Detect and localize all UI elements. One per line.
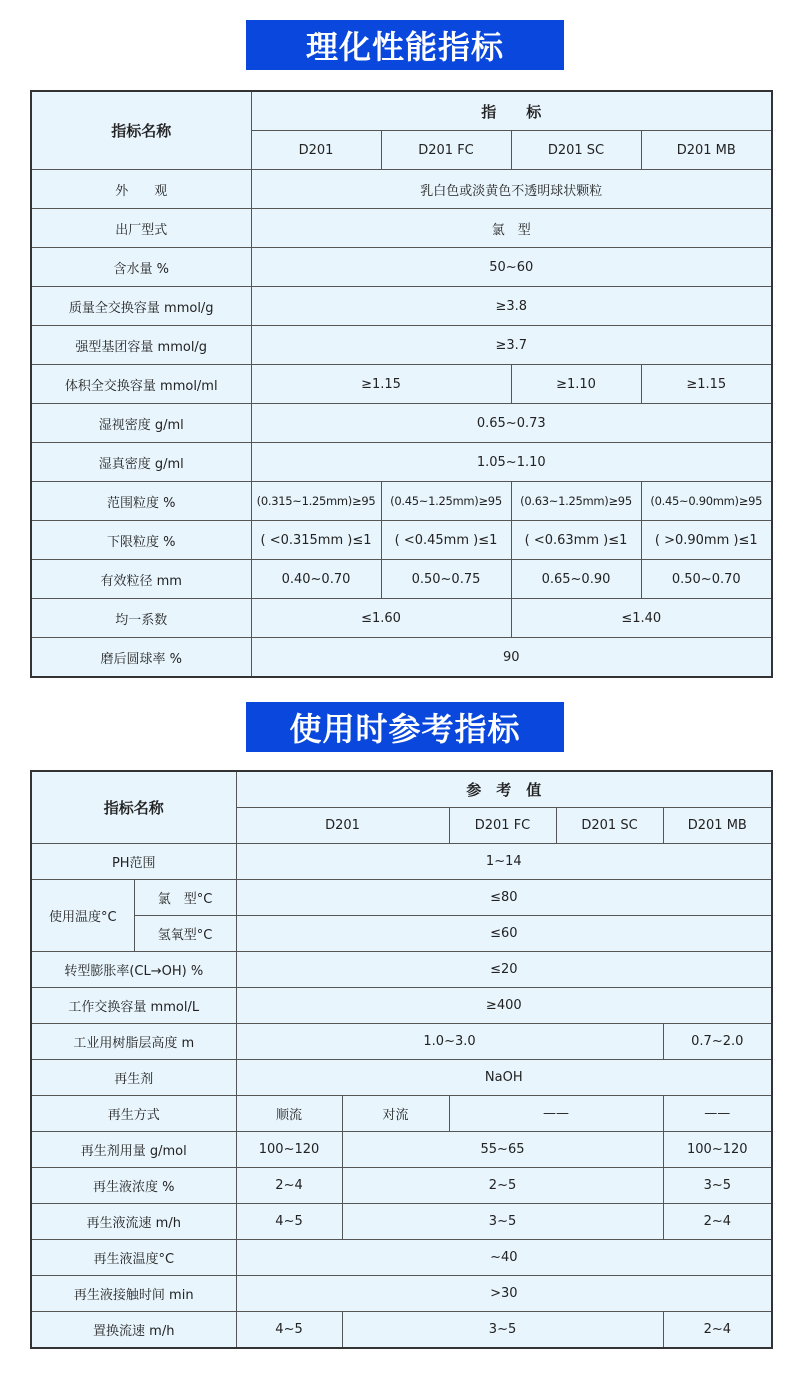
value-cell: 50~60 bbox=[251, 248, 772, 287]
row-label-cell: D201 bbox=[251, 131, 381, 170]
table-row bbox=[31, 170, 772, 209]
row-label-cell: 湿视密度 g/ml bbox=[31, 404, 251, 443]
section-title-physchem: 理化性能指标 bbox=[246, 20, 564, 70]
header-cell: 指标名称 bbox=[31, 91, 251, 170]
table-row bbox=[31, 1132, 772, 1168]
value-cell: 100~120 bbox=[236, 1132, 342, 1168]
table-row bbox=[31, 1276, 772, 1312]
value-cell: (0.315~1.25mm)≥95 bbox=[251, 482, 381, 521]
row-label-cell: 置换流速 m/h bbox=[31, 1312, 236, 1349]
value-cell: D201 MB bbox=[663, 808, 772, 844]
table-row bbox=[31, 916, 772, 952]
value-cell: ≤80 bbox=[236, 880, 772, 916]
row-label-cell: 湿真密度 g/ml bbox=[31, 443, 251, 482]
value-cell: 1~14 bbox=[236, 844, 772, 880]
value-cell: 2~4 bbox=[663, 1204, 772, 1240]
value-cell: 氯 型°C bbox=[134, 880, 236, 916]
value-cell: —— bbox=[449, 1096, 663, 1132]
value-cell: 氯 型 bbox=[251, 209, 772, 248]
table-row bbox=[31, 209, 772, 248]
table-row bbox=[31, 287, 772, 326]
value-cell: ≤1.60 bbox=[251, 599, 511, 638]
header-cell: 参 考 值 bbox=[236, 771, 772, 808]
row-label-cell: 氢氧型°C bbox=[134, 916, 236, 952]
table-row bbox=[31, 880, 772, 916]
row-label-cell: 外 观 bbox=[31, 170, 251, 209]
value-cell: >30 bbox=[236, 1276, 772, 1312]
value-cell: ≤20 bbox=[236, 952, 772, 988]
table-row bbox=[31, 638, 772, 678]
section-title-usage: 使用时参考指标 bbox=[246, 702, 564, 752]
value-cell: 4~5 bbox=[236, 1204, 342, 1240]
value-cell: D201 FC bbox=[381, 131, 511, 170]
table-row bbox=[31, 521, 772, 560]
table-row bbox=[31, 1024, 772, 1060]
row-label-cell: 质量全交换容量 mmol/g bbox=[31, 287, 251, 326]
row-label-cell: 强型基团容量 mmol/g bbox=[31, 326, 251, 365]
value-cell: ( >0.90mm )≤1 bbox=[641, 521, 772, 560]
value-cell: 100~120 bbox=[663, 1132, 772, 1168]
row-label-cell: 出厂型式 bbox=[31, 209, 251, 248]
value-cell: 2~4 bbox=[663, 1312, 772, 1349]
value-cell: 3~5 bbox=[342, 1312, 663, 1349]
value-cell: 4~5 bbox=[236, 1312, 342, 1349]
row-label-cell: 范围粒度 % bbox=[31, 482, 251, 521]
row-label-cell: 有效粒径 mm bbox=[31, 560, 251, 599]
table-row bbox=[31, 599, 772, 638]
row-label-cell: 再生剂用量 g/mol bbox=[31, 1132, 236, 1168]
value-cell: —— bbox=[663, 1096, 772, 1132]
row-label-cell: 含水量 % bbox=[31, 248, 251, 287]
row-label-cell: 再生液接触时间 min bbox=[31, 1276, 236, 1312]
table-row bbox=[31, 1060, 772, 1096]
table-row bbox=[31, 988, 772, 1024]
value-cell: ~40 bbox=[236, 1240, 772, 1276]
row-label-cell: 体积全交换容量 mmol/ml bbox=[31, 365, 251, 404]
value-cell: D201 SC bbox=[556, 808, 663, 844]
table-row bbox=[31, 248, 772, 287]
row-label-cell: 再生液浓度 % bbox=[31, 1168, 236, 1204]
table-header-row bbox=[31, 91, 772, 131]
value-cell: (0.45~0.90mm)≥95 bbox=[641, 482, 772, 521]
table-row bbox=[31, 404, 772, 443]
table-row bbox=[31, 1168, 772, 1204]
value-cell: D201 FC bbox=[449, 808, 556, 844]
value-cell: ( <0.45mm )≤1 bbox=[381, 521, 511, 560]
value-cell: 3~5 bbox=[663, 1168, 772, 1204]
table-header-row bbox=[31, 771, 772, 808]
row-label-cell: 转型膨胀率(CL→OH) % bbox=[31, 952, 236, 988]
physchem-table bbox=[30, 90, 773, 678]
table-row bbox=[31, 443, 772, 482]
table-row bbox=[31, 365, 772, 404]
value-cell: ≥3.7 bbox=[251, 326, 772, 365]
value-cell: ≥1.10 bbox=[511, 365, 641, 404]
table-row bbox=[31, 326, 772, 365]
value-cell: D201 MB bbox=[641, 131, 772, 170]
value-cell: 0.50~0.75 bbox=[381, 560, 511, 599]
table-row bbox=[31, 560, 772, 599]
value-cell: ( <0.63mm )≤1 bbox=[511, 521, 641, 560]
value-cell: 1.05~1.10 bbox=[251, 443, 772, 482]
value-cell: 3~5 bbox=[342, 1204, 663, 1240]
table-row bbox=[31, 1204, 772, 1240]
value-cell: ≤60 bbox=[236, 916, 772, 952]
row-label-cell: 工业用树脂层高度 m bbox=[31, 1024, 236, 1060]
table-row bbox=[31, 1312, 772, 1349]
value-cell: ( <0.315mm )≤1 bbox=[251, 521, 381, 560]
value-cell: (0.63~1.25mm)≥95 bbox=[511, 482, 641, 521]
value-cell: ≥1.15 bbox=[251, 365, 511, 404]
value-cell: 1.0~3.0 bbox=[236, 1024, 663, 1060]
value-cell: 0.40~0.70 bbox=[251, 560, 381, 599]
header-cell: 指标名称 bbox=[31, 771, 236, 844]
row-label-cell: 再生方式 bbox=[31, 1096, 236, 1132]
value-cell: ≥1.15 bbox=[641, 365, 772, 404]
value-cell: 0.65~0.90 bbox=[511, 560, 641, 599]
value-cell: 0.7~2.0 bbox=[663, 1024, 772, 1060]
value-cell: (0.45~1.25mm)≥95 bbox=[381, 482, 511, 521]
value-cell: D201 SC bbox=[511, 131, 641, 170]
row-label-cell: 使用温度°C bbox=[31, 880, 134, 952]
value-cell: 顺流 bbox=[236, 1096, 342, 1132]
table-row bbox=[31, 1240, 772, 1276]
row-label-cell: D201 bbox=[236, 808, 449, 844]
row-label-cell: 再生液温度°C bbox=[31, 1240, 236, 1276]
row-label-cell: 再生液流速 m/h bbox=[31, 1204, 236, 1240]
value-cell: 55~65 bbox=[342, 1132, 663, 1168]
value-cell: ≥400 bbox=[236, 988, 772, 1024]
row-label-cell: 均一系数 bbox=[31, 599, 251, 638]
value-cell: 2~5 bbox=[342, 1168, 663, 1204]
row-label-cell: PH范围 bbox=[31, 844, 236, 880]
value-cell: NaOH bbox=[236, 1060, 772, 1096]
table-row bbox=[31, 482, 772, 521]
table-row bbox=[31, 1096, 772, 1132]
row-label-cell: 磨后圆球率 % bbox=[31, 638, 251, 678]
header-cell: 指 标 bbox=[251, 91, 772, 131]
value-cell: ≥3.8 bbox=[251, 287, 772, 326]
row-label-cell: 工作交换容量 mmol/L bbox=[31, 988, 236, 1024]
usage-reference-table bbox=[30, 770, 773, 1349]
table-row bbox=[31, 844, 772, 880]
row-label-cell: 下限粒度 % bbox=[31, 521, 251, 560]
value-cell: 乳白色或淡黄色不透明球状颗粒 bbox=[251, 170, 772, 209]
value-cell: 0.50~0.70 bbox=[641, 560, 772, 599]
value-cell: 90 bbox=[251, 638, 772, 678]
table-row bbox=[31, 952, 772, 988]
row-label-cell: 再生剂 bbox=[31, 1060, 236, 1096]
value-cell: 0.65~0.73 bbox=[251, 404, 772, 443]
value-cell: ≤1.40 bbox=[511, 599, 772, 638]
value-cell: 2~4 bbox=[236, 1168, 342, 1204]
value-cell: 对流 bbox=[342, 1096, 449, 1132]
